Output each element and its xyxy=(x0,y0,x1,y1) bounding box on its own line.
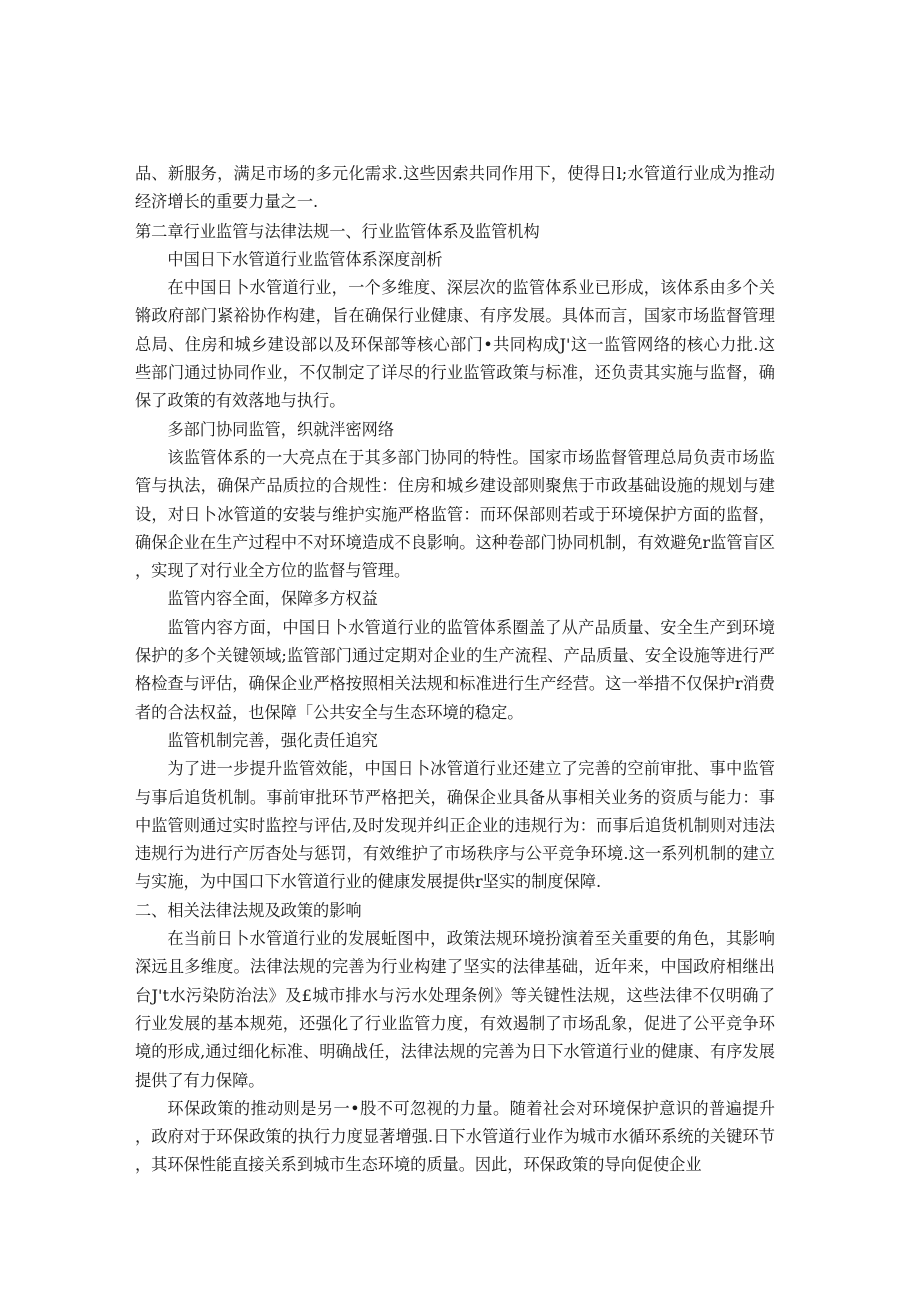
section-heading-supervision-mechanism: 监管机制完善，强化责任追究 xyxy=(167,730,378,750)
paragraph-intro-continuation: 品、新服务，满足市场的多元化需求.这些因索共同作用下，使得日l;水管道行业成为推动经济增长的重要力量之一. xyxy=(135,164,775,212)
section-heading-supervision-content: 监管内容全面，保障多方权益 xyxy=(167,589,378,609)
document-body xyxy=(135,160,775,1180)
paragraph-environmental-policy: 环保政策的推动则是另一•股不可忽视的力量。随着社会对环境保护意识的普遍提升，政府对于环保政策的执行力度显著增强.日下水管道行业作为城市水循环系统的关键环节，其环保性能直接关系到城市生态环境的质量。因此，环保政策的导向促使企业 xyxy=(135,1098,775,1175)
section-heading-supervision-system: 中国日下水管道行业监管体系深度剖析 xyxy=(167,249,443,269)
paragraph-laws: 在当前日卜水管道行业的发展蚯图中，政策法规环境扮演着至关重要的角色，其影响深远且多维度。法律法规的完善为行业构建了坚实的法律基础，近年来，中国政府相继出台J't水污染防治法》及£城市排水与污水处理条例》等关键性法规，这些法律不仅明确了行业发展的基本规苑，还强化了行业监管力度，有效遏制了市场乱象，促进了公平竞争环境的形成,通过细化标准、明确战任，法律法规的完善为日下水管道行业的健康、有序发展提供了有力保障。 xyxy=(135,929,775,1090)
section-heading-multi-department: 多部门协同监管，织就泮密网络 xyxy=(167,419,395,439)
chapter-heading: 第二章行业监管与法律法规一、行业监管体系及监管机构 xyxy=(135,221,540,241)
section-heading-laws-policies: 二、相关法律法规及政策的影响 xyxy=(135,900,362,920)
paragraph-supervision-mechanism: 为了进一步提升监管效能，中国日卜冰管道行业还建立了完善的空前审批、事中监管与事后追货机制。事前审批环节严格把关，确保企业具备从事相关业务的资质与能力：事中监管则通过实时监控与评估,及时发现并纠正企业的违规行为：而事后追货机制则对违法违规行为进行产厉杳处与惩罚，有效维护了市场秩序与公平竞争环境.这一系列机制的建立与实施，为中国口下水管道行业的健康发展提供r坚实的制度保障. xyxy=(135,759,775,892)
paragraph-supervision-content: 监管内容方面，中国日卜水管道行业的监管体系圈盖了从产品质量、安全生产到环境保护的多个关键领域;监管部门通过定期对企业的生产流程、产品质量、安全设施等进行严格检查与评估，确保企业严格按照相关法规和标准进行生产经营。这一举措不仅保护r消费者的合法权益，也保障「公共安全与生态环境的稳定。 xyxy=(135,617,775,722)
paragraph-multi-department: 该监管体系的一大亮点在于其多部门协同的特性。国家市场监督管理总局负责市场监管与执法，确保产品质拉的合规性：住房和城乡建设部则聚焦于市政基础设施的规划与建设，对日卜冰管道的安装与维护实施严格监管：而环保部则若或于环境保护方面的监督，确保企业在生产过程中不对环境造成不良影响。这种卷部门协同机制，有效避免r监管盲区，实现了对行业全方位的监督与管理。 xyxy=(135,447,775,581)
paragraph-supervision-system: 在中国日卜水管道行业，一个多维度、深层次的监管体系业已形成，该体系由多个关锵政府部门紧裕协作构建，旨在确保行业健康、有序发展。具体而言，国家市场监督管理总局、住房和城乡建设部以及环保部等核心部门•共同构成J'这一监管网络的核心力批.这些部门通过协同作业，不仅制定了详尽的行业监管政策与标准，还负责其实施与监督，确保了政策的有效落地与执行。 xyxy=(135,278,775,411)
